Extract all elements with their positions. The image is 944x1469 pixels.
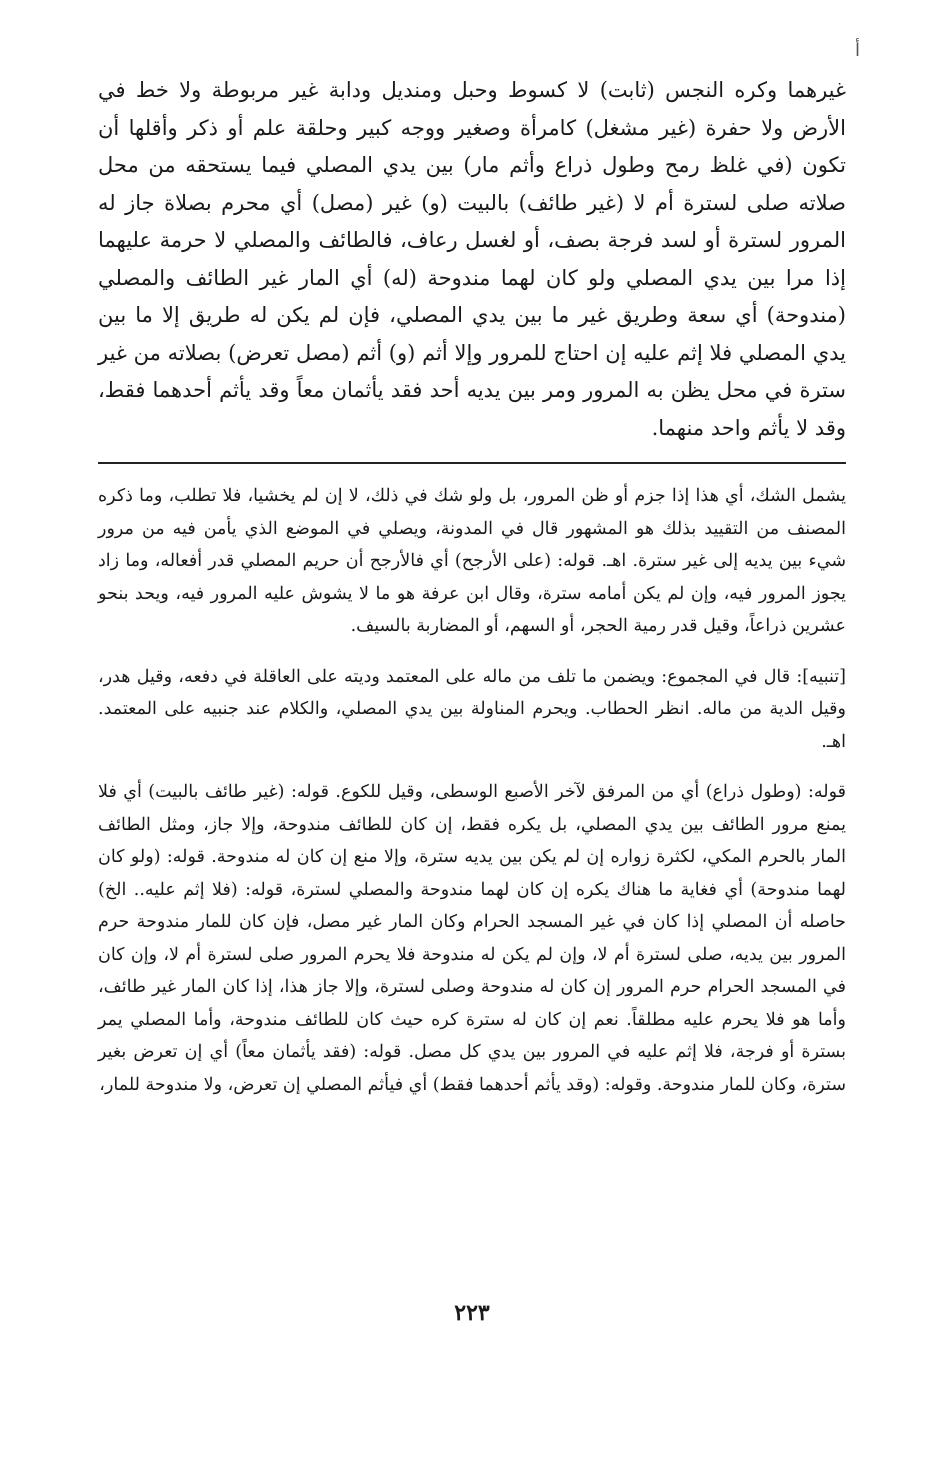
- commentary-paragraph-3: قوله: (وطول ذراع) أي من المرفق لآخر الأصبع الوسطى، وقيل للكوع. قوله: (غير طائف بالبيت) أي فلا يمنع مرور الطائف بين يدي المصلي، بل يكره فقط، إن كان للطائف مندوحة، وإلا جاز، ومثل الطائف المار بالحرم المكي، لكثرة زواره إن لم يكن بين يديه سترة، وإلا منع إن كان له مندوحة. قوله: (ولو كان لهما مندوحة) أي فغاية ما هناك يكره إن كان لهما مندوحة والمصلي لسترة، قوله: (فلا إثم عليه.. الخ) حاصله أن المصلي إذا كان في غير المسجد الحرام وكان المار غير مصل، فإن كان للمار مندوحة حرم المرور بين يديه، صلى لسترة أم لا، وإن لم يكن له مندوحة فلا يحرم المرور صلى لسترة أم لا، وإن كان في المسجد الحرام حرم المرور إن كان له مندوحة وصلى لسترة، وإلا جاز هذا، إذا كان المار غير طائف، وأما هو فلا يحرم عليه مطلقاً. نعم إن كان له سترة كره حيث كان للطائف مندوحة، وأما المصلي يمر بسترة أو فرجة، فلا إثم عليه في المرور بين يدي كل مصل. قوله: (فقد يأثمان معاً) أي إن تعرض بغير سترة، وكان للمار مندوحة. وقوله: (وقد يأثم أحدهما فقط) أي فيأثم المصلي إن تعرض، ولا مندوحة للمار،: [98, 782, 846, 1095]
- commentary-paragraph-1: يشمل الشك، أي هذا إذا جزم أو ظن المرور، بل ولو شك في ذلك، لا إن لم يخشيا، فلا تطلب، وما ذكره المصنف من التقييد بذلك هو المشهور قال في المدونة، ويصلي في الموضع الذي يأمن فيه من مرور شيء بين يديه إلى غير سترة. اهـ. قوله: (على الأرجح) أي فالأرجح أن حريم المصلي قدر أفعاله، وما زاد يجوز المرور فيه، وإن لم يكن أمامه سترة، وقال ابن عرفة هو ما لا يشوش عليه المرور فيه، ويحد بنحو عشرين ذراعاً، وقيل قدر رمية الحجر، أو السهم، أو المضاربة بالسيف.: [98, 486, 846, 636]
- footnote-divider: [98, 462, 846, 464]
- corner-mark: أ: [854, 40, 860, 61]
- main-text-block: غيرهما وكره النجس (ثابت) لا كسوط وحبل ومنديل ودابة غير مربوطة ولا خط في الأرض ولا حفرة (غير مشغل) كامرأة وصغير ووجه كبير وحلقة علم أو ذكر وأقلها أن تكون (في غلظ رمح وطول ذراع وأثم مار) بين يدي المصلي فيما يستحقه من محل صلاته صلى لسترة أم لا (غير طائف) بالبيت (و) غير (مصل) أي محرم بصلاة جاز له المرور لسترة أو لسد فرجة بصف، أو لغسل رعاف، فالطائف والمصلي لا حرمة عليهما إذا مرا بين يدي المصلي ولو كان لهما مندوحة (له) أي المار غير الطائف والمصلي (مندوحة) أي سعة وطريق غير ما بين يدي المصلي، فإن لم يكن له طريق إلا ما بين يدي المصلي فلا إثم عليه إن احتاج للمرور وإلا أثم (و) أثم (مصل تعرض) بصلاته من غير سترة في محل يظن به المرور ومر بين يديه أحد فقد يأثمان معاً وقد يأثم أحدهما فقط، وقد لا يأثم واحد منهما.: [98, 78, 846, 440]
- page-number: ٢٢٣: [454, 1300, 490, 1326]
- commentary-paragraph-2: [تنبيه]: قال في المجموع: ويضمن ما تلف من ماله على المعتمد وديته على العاقلة في دفعه، وقيل هدر، وقيل الدية من ماله. انظر الحطاب. ويحرم المناولة بين يدي المصلي، والكلام عند جنبيه على المعتمد. اهـ.: [98, 666, 846, 752]
- commentary-block: [98, 480, 846, 1101]
